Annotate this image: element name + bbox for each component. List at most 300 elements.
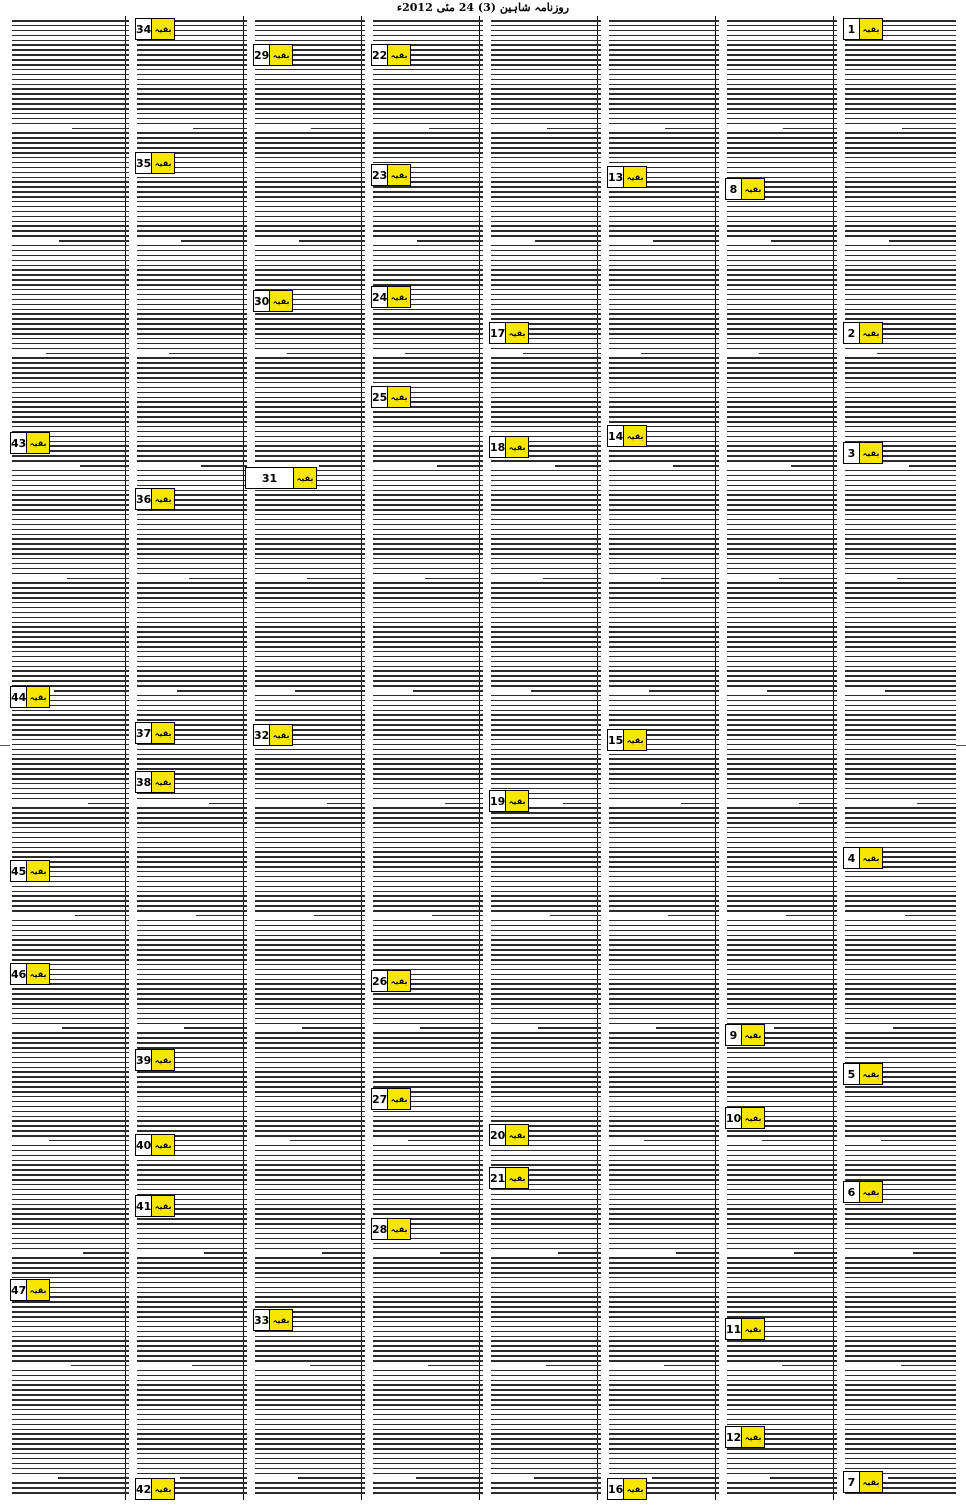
text-line bbox=[491, 162, 601, 164]
text-line bbox=[845, 1287, 956, 1289]
text-line bbox=[491, 1150, 601, 1152]
text-line bbox=[373, 592, 483, 594]
text-line bbox=[609, 1389, 719, 1391]
text-line bbox=[609, 543, 719, 545]
text-line bbox=[609, 1052, 719, 1054]
text-line bbox=[137, 108, 247, 110]
text-line bbox=[137, 1419, 247, 1421]
text-line bbox=[137, 1453, 247, 1455]
text-line bbox=[665, 128, 719, 130]
text-line bbox=[12, 147, 129, 149]
text-line bbox=[12, 255, 129, 257]
text-line bbox=[137, 641, 247, 643]
text-line bbox=[609, 939, 719, 941]
text-line bbox=[727, 445, 837, 447]
text-line bbox=[255, 1448, 365, 1450]
text-line bbox=[609, 768, 719, 770]
marker-label: بقیہ bbox=[623, 426, 646, 446]
text-line bbox=[373, 103, 483, 105]
text-line bbox=[727, 1287, 837, 1289]
text-line bbox=[727, 563, 837, 565]
text-line bbox=[491, 426, 601, 428]
text-line bbox=[727, 886, 837, 888]
text-line bbox=[727, 142, 837, 144]
text-line bbox=[12, 260, 129, 262]
text-line bbox=[609, 666, 719, 668]
text-line bbox=[491, 260, 601, 262]
text-line bbox=[491, 910, 601, 912]
text-line bbox=[12, 939, 129, 941]
text-line bbox=[609, 1238, 719, 1240]
text-line bbox=[12, 612, 129, 614]
text-line bbox=[255, 113, 365, 115]
text-line bbox=[491, 739, 601, 741]
text-line bbox=[727, 856, 837, 858]
text-line bbox=[12, 1174, 129, 1176]
text-line bbox=[373, 626, 483, 628]
marker-label: بقیہ bbox=[151, 153, 174, 173]
text-line bbox=[373, 1360, 483, 1362]
text-line bbox=[255, 1238, 365, 1240]
text-line bbox=[373, 206, 483, 208]
text-line bbox=[373, 822, 483, 824]
text-line bbox=[373, 260, 483, 262]
continuation-marker bbox=[10, 860, 50, 882]
text-line bbox=[609, 421, 719, 423]
text-line bbox=[845, 1160, 956, 1162]
text-line bbox=[255, 93, 365, 95]
text-line bbox=[12, 426, 129, 428]
text-line bbox=[845, 617, 956, 619]
text-line bbox=[491, 1213, 601, 1215]
text-line bbox=[255, 1360, 365, 1362]
text-line bbox=[609, 563, 719, 565]
text-line bbox=[609, 406, 719, 408]
text-line bbox=[845, 607, 956, 609]
text-line bbox=[416, 1477, 483, 1479]
text-line bbox=[727, 626, 837, 628]
marker-label: بقیہ bbox=[623, 167, 646, 187]
text-line bbox=[609, 245, 719, 247]
text-line bbox=[727, 773, 837, 775]
text-line bbox=[727, 455, 837, 457]
text-line bbox=[609, 641, 719, 643]
text-line bbox=[794, 1252, 837, 1254]
text-line bbox=[12, 631, 129, 633]
text-line bbox=[845, 509, 956, 511]
text-line bbox=[137, 269, 247, 271]
text-line bbox=[491, 20, 601, 22]
text-line bbox=[255, 1130, 365, 1132]
text-line bbox=[255, 700, 365, 702]
text-line bbox=[373, 142, 483, 144]
text-line bbox=[137, 1380, 247, 1382]
text-line bbox=[845, 837, 956, 839]
text-line bbox=[609, 895, 719, 897]
text-line bbox=[255, 98, 365, 100]
text-line bbox=[491, 1375, 601, 1377]
text-line bbox=[373, 925, 483, 927]
text-line bbox=[491, 1076, 601, 1078]
text-line bbox=[845, 876, 956, 878]
text-line bbox=[558, 1252, 601, 1254]
text-line bbox=[373, 930, 483, 932]
text-line bbox=[12, 279, 129, 281]
text-line bbox=[373, 343, 483, 345]
text-line bbox=[12, 935, 129, 937]
text-line bbox=[491, 1380, 601, 1382]
text-line bbox=[12, 1404, 129, 1406]
text-line bbox=[137, 954, 247, 956]
text-line bbox=[491, 30, 601, 32]
text-line bbox=[845, 939, 956, 941]
text-line bbox=[373, 1179, 483, 1181]
marker-label: بقیہ bbox=[505, 1168, 528, 1188]
marker-label: بقیہ bbox=[26, 861, 49, 881]
text-line bbox=[609, 1008, 719, 1010]
text-line bbox=[255, 959, 365, 961]
text-line bbox=[373, 25, 483, 27]
text-line bbox=[491, 827, 601, 829]
text-line bbox=[491, 172, 601, 174]
text-line bbox=[491, 1468, 601, 1470]
text-line bbox=[491, 74, 601, 76]
text-line bbox=[845, 1292, 956, 1294]
text-line bbox=[373, 426, 483, 428]
text-line bbox=[845, 137, 956, 139]
continuation-marker bbox=[843, 442, 883, 464]
text-line bbox=[12, 323, 129, 325]
text-line bbox=[137, 568, 247, 570]
text-line bbox=[491, 1482, 601, 1484]
text-line bbox=[373, 543, 483, 545]
text-line bbox=[491, 1306, 601, 1308]
text-line bbox=[255, 445, 365, 447]
text-line bbox=[727, 1267, 837, 1269]
text-line bbox=[727, 1091, 837, 1093]
text-line bbox=[373, 88, 483, 90]
column-text bbox=[255, 20, 365, 1498]
text-line bbox=[137, 807, 247, 809]
text-line bbox=[255, 1218, 365, 1220]
text-line bbox=[491, 299, 601, 301]
text-line bbox=[12, 294, 129, 296]
text-line bbox=[609, 1360, 719, 1362]
text-line bbox=[727, 768, 837, 770]
text-line bbox=[12, 832, 129, 834]
text-line bbox=[255, 1384, 365, 1386]
text-line bbox=[373, 1340, 483, 1342]
text-line bbox=[609, 362, 719, 364]
text-line bbox=[727, 1492, 837, 1494]
text-line bbox=[12, 79, 129, 81]
marker-number: 25 bbox=[372, 390, 388, 404]
text-line bbox=[727, 93, 837, 95]
text-line bbox=[491, 367, 601, 369]
text-line bbox=[609, 920, 719, 922]
text-line bbox=[12, 900, 129, 902]
text-line bbox=[137, 177, 247, 179]
text-line bbox=[845, 279, 956, 281]
text-line bbox=[491, 949, 601, 951]
text-line bbox=[727, 279, 837, 281]
text-line bbox=[491, 832, 601, 834]
text-line bbox=[845, 592, 956, 594]
text-line bbox=[786, 915, 837, 917]
fold-mark bbox=[956, 745, 966, 746]
text-line bbox=[661, 578, 719, 580]
text-line bbox=[137, 367, 247, 369]
text-line bbox=[137, 1282, 247, 1284]
text-line bbox=[727, 1458, 837, 1460]
text-line bbox=[491, 891, 601, 893]
text-line bbox=[255, 543, 365, 545]
text-line bbox=[845, 812, 956, 814]
text-line bbox=[12, 734, 129, 736]
text-line bbox=[727, 1179, 837, 1181]
text-line bbox=[255, 1414, 365, 1416]
text-line bbox=[255, 617, 365, 619]
text-line bbox=[727, 705, 837, 707]
text-line bbox=[12, 563, 129, 565]
text-line bbox=[845, 631, 956, 633]
text-line bbox=[255, 1419, 365, 1421]
text-line bbox=[845, 357, 956, 359]
text-line bbox=[373, 817, 483, 819]
text-line bbox=[255, 1409, 365, 1411]
text-line bbox=[491, 411, 601, 413]
text-line bbox=[373, 1057, 483, 1059]
text-line bbox=[373, 1032, 483, 1034]
text-line bbox=[727, 1345, 837, 1347]
text-line bbox=[137, 832, 247, 834]
text-line bbox=[12, 485, 129, 487]
text-line bbox=[491, 225, 601, 227]
text-line bbox=[255, 426, 365, 428]
text-line bbox=[137, 196, 247, 198]
text-line bbox=[845, 201, 956, 203]
text-line bbox=[373, 1311, 483, 1313]
text-line bbox=[491, 1282, 601, 1284]
text-line bbox=[373, 348, 483, 350]
text-line bbox=[373, 646, 483, 648]
text-line bbox=[897, 578, 956, 580]
text-line bbox=[137, 602, 247, 604]
text-line bbox=[845, 670, 956, 672]
text-line bbox=[373, 998, 483, 1000]
text-line bbox=[373, 719, 483, 721]
text-line bbox=[727, 338, 837, 340]
text-line bbox=[137, 1424, 247, 1426]
text-line bbox=[727, 1399, 837, 1401]
text-line bbox=[12, 494, 129, 496]
text-line bbox=[491, 235, 601, 237]
text-line bbox=[727, 597, 837, 599]
text-line bbox=[491, 416, 601, 418]
text-line bbox=[609, 88, 719, 90]
text-line bbox=[12, 265, 129, 267]
text-line bbox=[727, 235, 837, 237]
text-line bbox=[609, 504, 719, 506]
text-line bbox=[137, 1218, 247, 1220]
text-line bbox=[177, 690, 247, 692]
text-line bbox=[137, 74, 247, 76]
text-line bbox=[255, 1052, 365, 1054]
text-line bbox=[12, 1453, 129, 1455]
text-line bbox=[137, 1277, 247, 1279]
text-line bbox=[255, 1125, 365, 1127]
continuation-marker bbox=[371, 164, 411, 186]
text-line bbox=[664, 1365, 719, 1367]
text-line bbox=[255, 441, 365, 443]
text-line bbox=[563, 803, 602, 805]
text-line bbox=[12, 1458, 129, 1460]
text-line bbox=[373, 1424, 483, 1426]
text-line bbox=[555, 465, 601, 467]
text-line bbox=[491, 103, 601, 105]
text-line bbox=[491, 768, 601, 770]
text-line bbox=[12, 1262, 129, 1264]
text-line bbox=[255, 656, 365, 658]
text-line bbox=[845, 64, 956, 66]
text-line bbox=[373, 1429, 483, 1431]
text-line bbox=[727, 876, 837, 878]
text-line bbox=[12, 773, 129, 775]
text-line bbox=[727, 1311, 837, 1313]
text-line bbox=[12, 1199, 129, 1201]
text-line bbox=[137, 1013, 247, 1015]
text-line bbox=[845, 1326, 956, 1328]
text-line bbox=[845, 807, 956, 809]
text-line bbox=[609, 1340, 719, 1342]
marker-number: 16 bbox=[608, 1482, 624, 1496]
text-line bbox=[727, 1487, 837, 1489]
text-line bbox=[12, 103, 129, 105]
text-line bbox=[491, 152, 601, 154]
text-line bbox=[373, 788, 483, 790]
text-line bbox=[255, 1438, 365, 1440]
text-line bbox=[609, 1306, 719, 1308]
text-line bbox=[609, 622, 719, 624]
text-line bbox=[373, 680, 483, 682]
text-line bbox=[373, 695, 483, 697]
text-line bbox=[137, 362, 247, 364]
text-line bbox=[845, 362, 956, 364]
text-line bbox=[609, 475, 719, 477]
text-line bbox=[727, 1277, 837, 1279]
text-line bbox=[373, 1130, 483, 1132]
text-line bbox=[491, 661, 601, 663]
text-line bbox=[255, 108, 365, 110]
text-line bbox=[845, 74, 956, 76]
text-line bbox=[137, 1375, 247, 1377]
text-line bbox=[137, 44, 247, 46]
text-line bbox=[609, 1301, 719, 1303]
text-line bbox=[12, 592, 129, 594]
text-line bbox=[609, 1106, 719, 1108]
text-line bbox=[491, 724, 601, 726]
text-line bbox=[12, 1018, 129, 1020]
text-line bbox=[420, 1027, 483, 1029]
text-line bbox=[255, 871, 365, 873]
text-line bbox=[727, 84, 837, 86]
text-line bbox=[845, 485, 956, 487]
text-line bbox=[12, 191, 129, 193]
text-line bbox=[255, 788, 365, 790]
text-line bbox=[137, 675, 247, 677]
text-line bbox=[373, 1194, 483, 1196]
text-line bbox=[609, 274, 719, 276]
text-line bbox=[255, 851, 365, 853]
marker-number: 4 bbox=[847, 851, 856, 865]
text-line bbox=[727, 534, 837, 536]
text-line bbox=[255, 1228, 365, 1230]
text-line bbox=[137, 856, 247, 858]
text-line bbox=[491, 1111, 601, 1113]
text-line bbox=[845, 436, 956, 438]
text-line bbox=[845, 1130, 956, 1132]
text-line bbox=[845, 421, 956, 423]
text-line bbox=[491, 856, 601, 858]
text-line bbox=[491, 1194, 601, 1196]
marker-number: 46 bbox=[11, 967, 27, 981]
text-line bbox=[255, 1003, 365, 1005]
text-line bbox=[727, 441, 837, 443]
text-line bbox=[255, 1042, 365, 1044]
text-line bbox=[12, 64, 129, 66]
marker-number: 33 bbox=[254, 1313, 270, 1327]
text-line bbox=[255, 602, 365, 604]
text-line bbox=[373, 563, 483, 565]
text-line bbox=[373, 1018, 483, 1020]
text-line bbox=[609, 93, 719, 95]
text-line bbox=[137, 847, 247, 849]
text-line bbox=[909, 465, 956, 467]
text-line bbox=[609, 661, 719, 663]
text-line bbox=[727, 113, 837, 115]
text-line bbox=[12, 1355, 129, 1357]
text-line bbox=[373, 230, 483, 232]
text-line bbox=[491, 294, 601, 296]
text-line bbox=[295, 690, 365, 692]
text-line bbox=[137, 103, 247, 105]
text-line bbox=[845, 84, 956, 86]
text-line bbox=[12, 362, 129, 364]
text-line bbox=[137, 401, 247, 403]
text-line bbox=[373, 670, 483, 672]
text-line bbox=[491, 44, 601, 46]
text-line bbox=[255, 40, 365, 42]
text-line bbox=[137, 1179, 247, 1181]
text-line bbox=[727, 367, 837, 369]
text-line bbox=[12, 1223, 129, 1225]
text-line bbox=[491, 1492, 601, 1494]
text-line bbox=[12, 269, 129, 271]
text-line bbox=[373, 871, 483, 873]
text-line bbox=[491, 719, 601, 721]
text-line bbox=[491, 622, 601, 624]
text-line bbox=[609, 485, 719, 487]
text-line bbox=[491, 1272, 601, 1274]
text-line bbox=[491, 494, 601, 496]
text-line bbox=[373, 137, 483, 139]
text-line bbox=[727, 1101, 837, 1103]
text-line bbox=[12, 289, 129, 291]
text-line bbox=[845, 524, 956, 526]
text-line bbox=[727, 294, 837, 296]
text-line bbox=[12, 758, 129, 760]
text-line bbox=[609, 162, 719, 164]
